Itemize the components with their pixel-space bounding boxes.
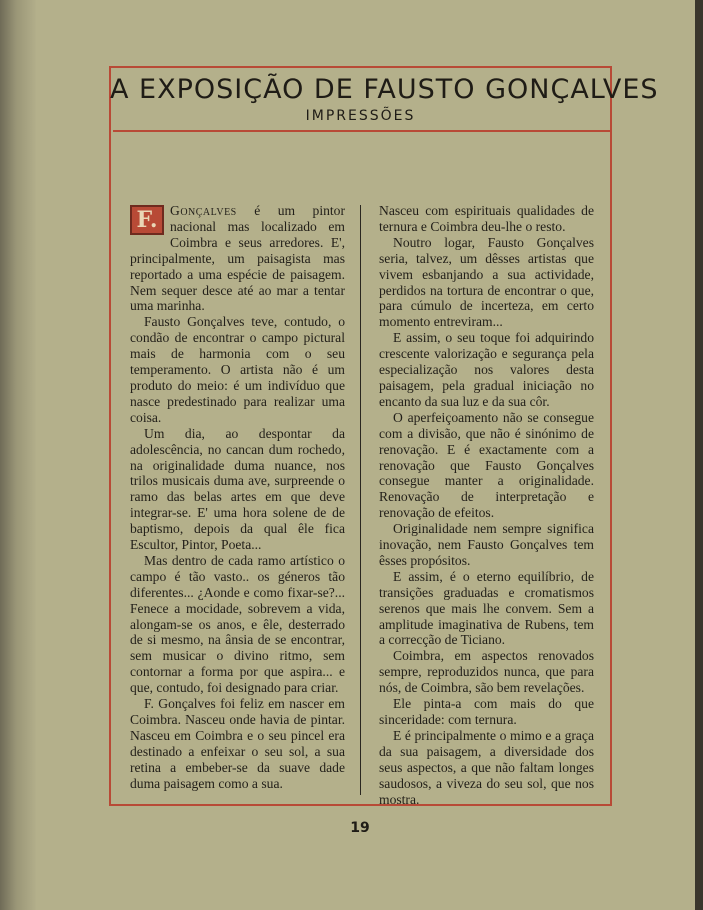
left-column [130, 203, 345, 792]
paragraph: F. Gonçalves foi feliz em nascer em Coimbra. Nasceu onde havia de pintar. Nasceu em Coimbra e o seu pincel era destinado a enfeixar o seu sol, a sua retina a embeber-se da suave dade duma paisagem como a sua. [130, 696, 345, 791]
paragraph: E assim, o seu toque foi adquirindo crescente valorização e segurança pela especialização nos valores desta paisagem, pela gradual iniciação no encanto da sua luz e da sua côr. [379, 330, 594, 409]
article-title: A EXPOSIÇÃO DE FAUSTO GONÇALVES [110, 74, 659, 105]
paragraph: O aperfeiçoamento não se consegue com a divisão, que não é sinónimo de renovação. E é exactamente com a renovação que Fausto Gonçalves consegue manter a originalidade. Renovação de interpretação e renovação de efeitos. [379, 409, 594, 521]
book-spine [0, 0, 36, 910]
paragraph: Coimbra, em aspectos renovados sempre, reproduzidos nunca, que para nós, de Coimbra, são bem revelações. [379, 648, 594, 696]
paragraph: Fausto Gonçalves teve, contudo, o condão de encontrar o campo pictural mais de harmonia com o seu temperamento. O artista não é um produto do meio: é um indivíduo que nasce predestinado para realizar uma coisa. [130, 314, 345, 425]
paragraph [130, 203, 345, 314]
paragraph: E assim, é o eterno equilíbrio, de transições graduadas e cromatismos serenos que mais lhe convem. Sem a amplitude imaginativa de Rubens, tem a correcção de Ticiano. [379, 568, 594, 648]
page-edge [695, 0, 703, 910]
paragraph-text: é um pintor nacional mas localizado em Coimbra e seus arredores. E', principalmente, um paisagista mas reportado a uma espécie de paisagem. Nem sequer desce até ao mar a tentar uma marinha. [130, 203, 345, 314]
page-number: 19 [350, 820, 370, 836]
drop-cap: F. [130, 205, 164, 235]
paragraph: Mas dentro de cada ramo artístico o campo é tão vasto.. os géneros tão diferentes... ¿Aonde e como fixar-se?... Fenece a mocidade, sobrevem a vida, alongam-se os anos, e êle, desterrado de si mesmo, na ânsia de se encontrar, sem musicar o divino ritmo, sem contornar a forma por que aspira... e que, contudo, foi designado para criar. [130, 552, 345, 696]
smallcaps-word: Gonçalves [170, 203, 237, 218]
paragraph: Nasceu com espirituais qualidades de ternura e Coimbra deu-lhe o resto. [379, 203, 594, 234]
paragraph: E é principalmente o mimo e a graça da sua paisagem, a diversidade dos seus aspectos, a que não faltam longes saudosos, a viveza do seu sol, que nos mostra. [379, 727, 594, 807]
article-subtitle: IMPRESSÕES [305, 108, 416, 124]
paragraph: Ele pinta-a com mais do que sinceridade: com ternura. [379, 696, 594, 727]
paragraph: Noutro logar, Fausto Gonçalves seria, talvez, um dêsses artistas que vivem esbanjando a sua actividade, perdidos na tortura de encontrar o que, para cúmulo de incerteza, em certo momento entreviram... [379, 234, 594, 330]
title-divider [113, 130, 610, 132]
paragraph: Originalidade nem sempre significa inovação, nem Fausto Gonçalves tem êsses propósitos. [379, 521, 594, 568]
right-column [379, 203, 594, 807]
paragraph: Um dia, ao despontar da adolescência, no cancan dum rochedo, na originalidade duma nuance, nos trilos musicais duma ave, surpreende o ramo das belas artes em que deve integrar-se. E' uma hora solene de de baptismo, depois da qual êle fica Escultor, Pintor, Poeta... [130, 425, 345, 553]
column-divider [360, 205, 361, 795]
